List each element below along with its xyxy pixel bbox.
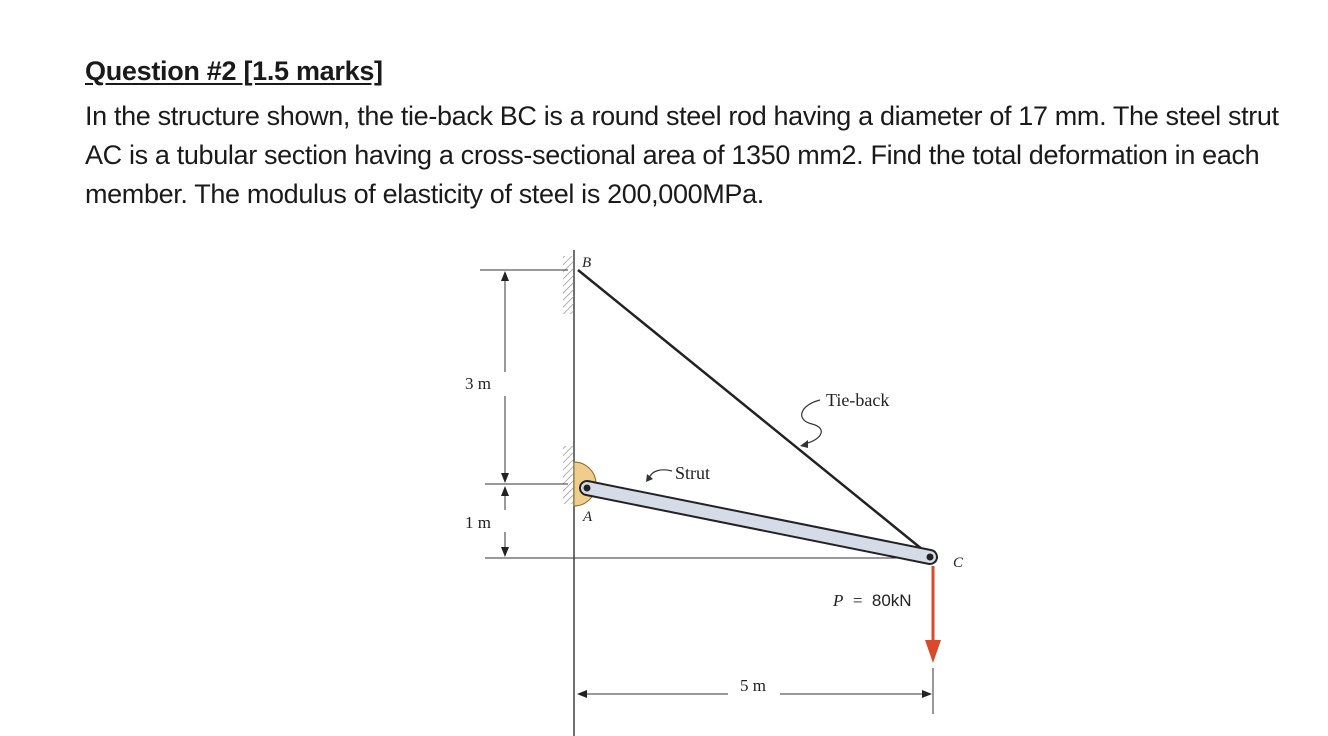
dim-vertical-lower: 1 m [465, 513, 491, 532]
tie-back-leader [802, 400, 822, 444]
dim-vertical-upper: 3 m [465, 374, 491, 393]
dim-horizontal: 5 m [740, 676, 766, 695]
load-arrow [925, 566, 941, 663]
label-point-c: C [953, 555, 964, 571]
label-point-b: B [582, 255, 592, 271]
label-point-a: A [583, 509, 593, 525]
load-symbol: P [833, 591, 844, 610]
load-value: 80kN [871, 591, 912, 610]
load-equals: = [852, 591, 863, 610]
strut-leader [649, 470, 672, 478]
tie-back-rod [578, 270, 928, 554]
label-strut: Strut [675, 463, 711, 483]
problem-statement: In the structure shown, the tie-back BC is a round steel rod having a diameter of 17 mm. The steel strut AC is a tubular section having a cross-sectional area of 1350 mm2. Find the total deformation in each member. The modulus of elasticity of steel is 200,000MPa. [85, 101, 1279, 209]
dimension-lines [480, 270, 933, 714]
label-tie-back: Tie-back [826, 390, 890, 410]
strut-member [584, 485, 934, 561]
wall-support [563, 250, 574, 736]
question-heading: Question #2 [1.5 marks] [85, 56, 383, 86]
load-label [832, 591, 912, 610]
